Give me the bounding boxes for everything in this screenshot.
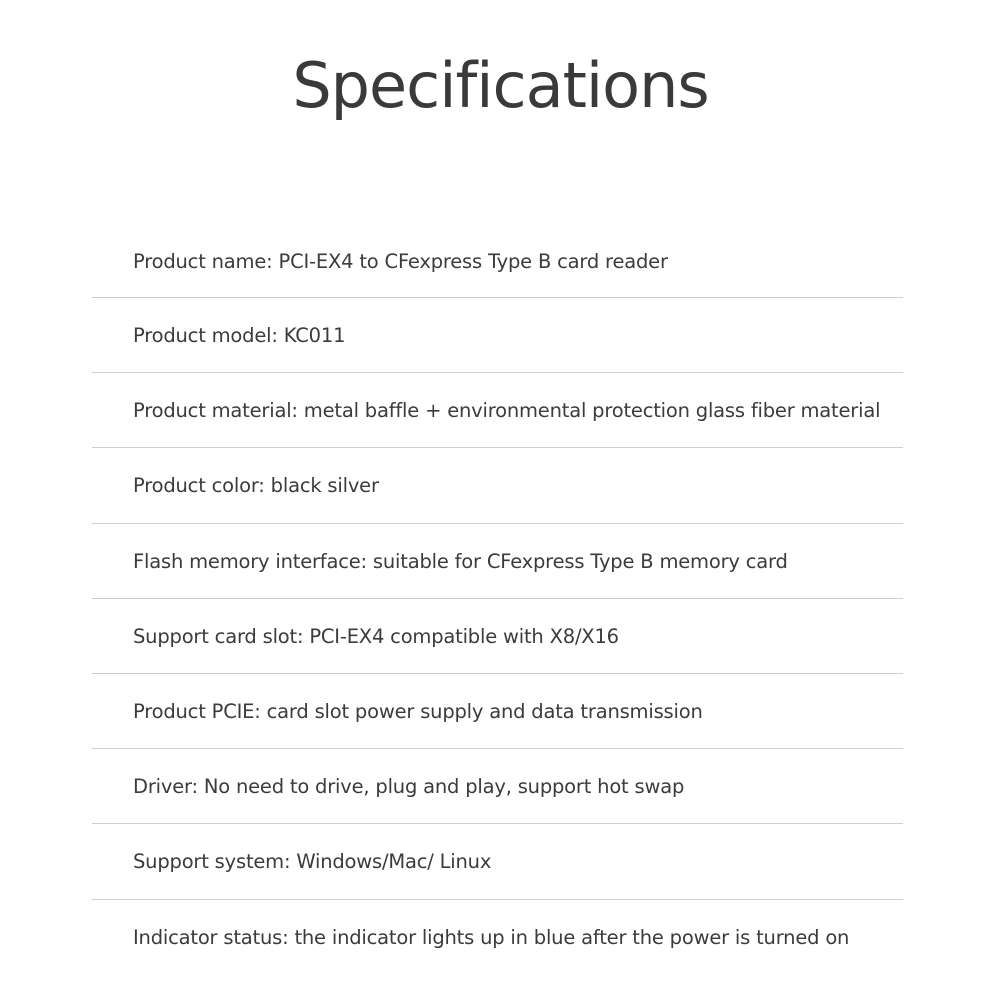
spec-list [92,224,903,975]
spec-row [92,674,903,749]
spec-row [92,448,903,523]
spec-product-name: Product name: PCI-EX4 to CFexpress Type B card reader [133,250,668,273]
spec-row [92,298,903,373]
spec-row [92,224,903,298]
spec-row [92,524,903,599]
spec-driver: Driver: No need to drive, plug and play, support hot swap [133,775,685,799]
spec-card-slot: Support card slot: PCI-EX4 compatible with X8/X16 [133,624,619,648]
spec-product-model: Product model: KC011 [133,324,346,347]
spec-product-color: Product color: black silver [133,474,379,498]
spec-flash-interface: Flash memory interface: suitable for CFexpress Type B memory card [133,549,788,573]
spec-row [92,749,903,824]
spec-indicator-status: Indicator status: the indicator lights up in blue after the power is turned on [133,925,850,949]
page-title: Specifications [292,49,709,122]
spec-row [92,824,903,899]
spec-product-material: Product material: metal baffle + environmental protection glass fiber material [133,399,881,423]
spec-row [92,599,903,674]
spec-row [92,373,903,448]
spec-support-system: Support system: Windows/Mac/ Linux [133,850,492,874]
spec-product-pcie: Product PCIE: card slot power supply and data transmission [133,699,703,723]
spec-row [92,900,903,975]
